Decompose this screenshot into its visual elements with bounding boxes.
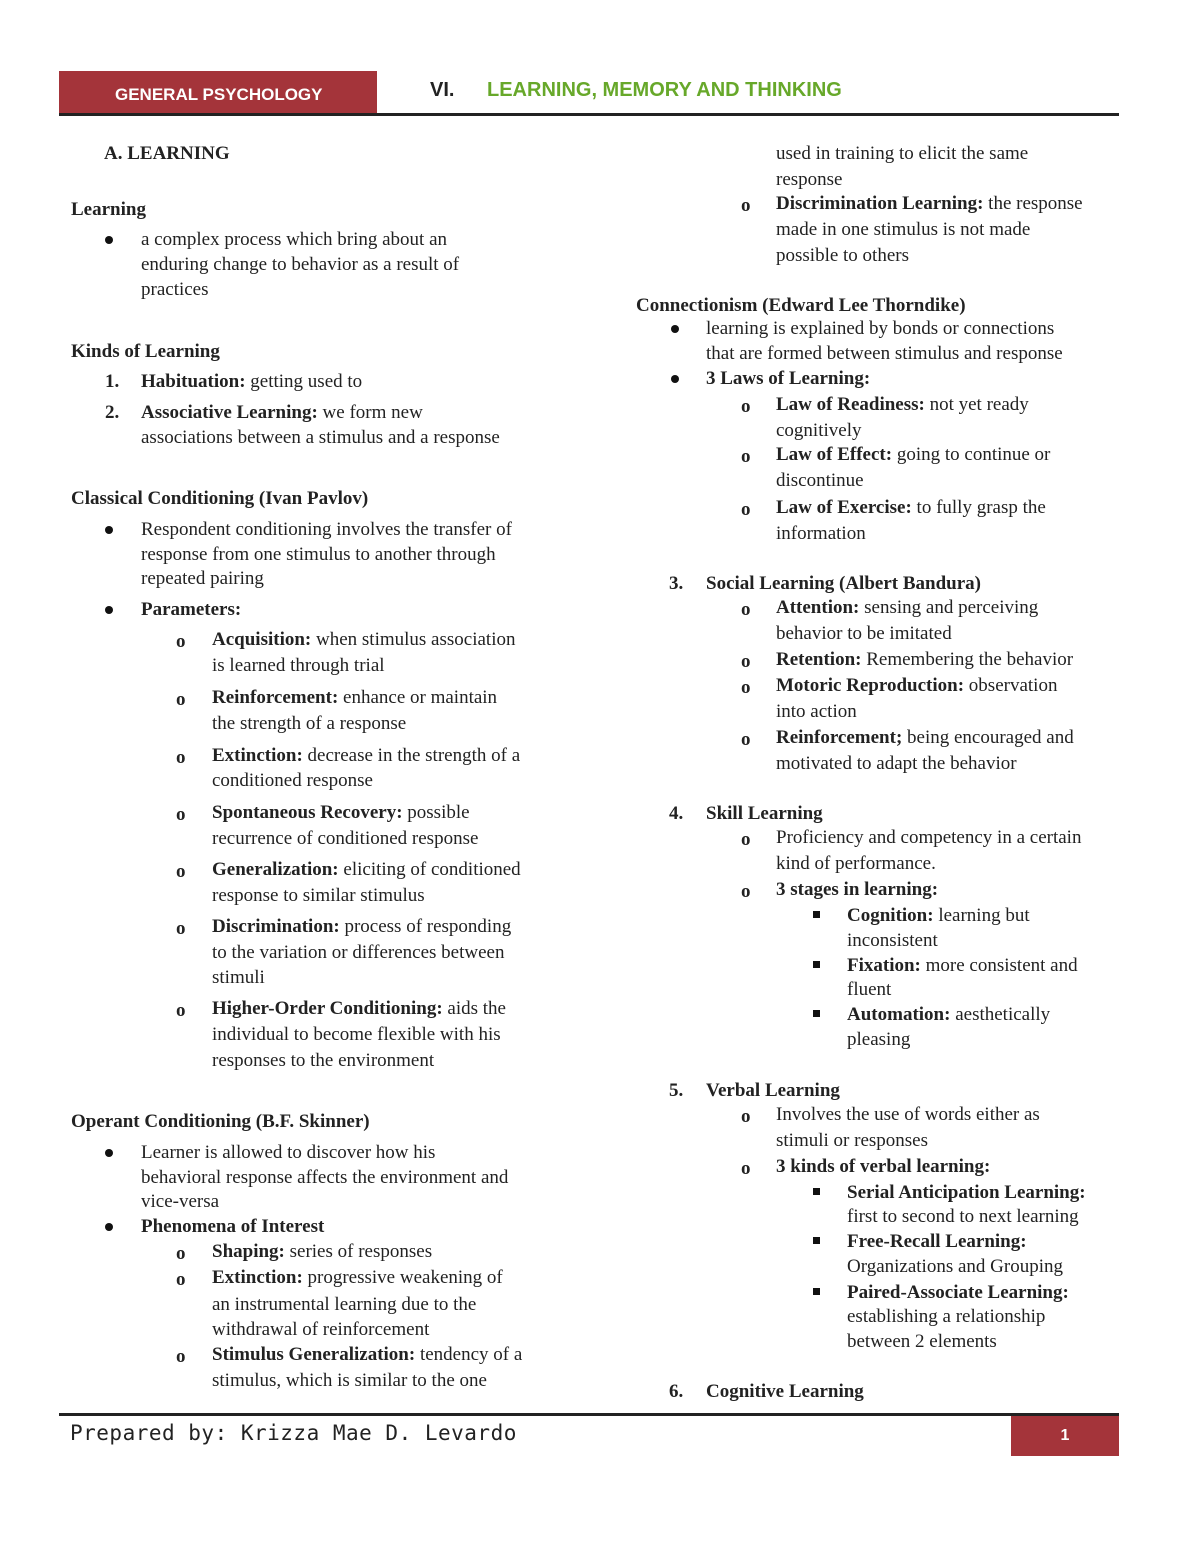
circle-bullet-icon: o: [176, 631, 186, 652]
bullet-icon: [105, 606, 113, 614]
verbal-kinds-label: 3 kinds of verbal learning:: [776, 1156, 991, 1177]
circle-bullet-icon: o: [741, 651, 751, 672]
connectionism-heading: Connectionism (Edward Lee Thorndike): [636, 295, 966, 316]
law-item: Law of Readiness: not yet ready: [776, 394, 1029, 415]
section-title-text: LEARNING, MEMORY AND THINKING: [487, 79, 842, 101]
param-item-cont: is learned through trial: [212, 655, 385, 676]
param-item-cont: response to similar stimulus: [212, 885, 425, 906]
stage-item-cont: inconsistent: [847, 930, 938, 951]
circle-bullet-icon: o: [741, 1106, 751, 1127]
connectionism-def-line: learning is explained by bonds or connections: [706, 318, 1055, 339]
phenomena-item: Extinction: progressive weakening of: [212, 1267, 503, 1288]
param-item-cont: individual to become flexible with his: [212, 1024, 501, 1045]
param-item-cont: to the variation or differences between: [212, 942, 505, 963]
verbal-kind-term: Free-Recall Learning:: [847, 1231, 1027, 1252]
learning-def-line: practices: [141, 279, 209, 300]
law-item: Law of Exercise: to fully grasp the: [776, 497, 1046, 518]
circle-bullet-icon: o: [741, 1158, 751, 1179]
parameters-label: Parameters:: [141, 599, 242, 620]
operant-def-line: vice-versa: [141, 1191, 220, 1212]
param-item: Acquisition: when stimulus association: [212, 629, 516, 650]
phenomena-item: Stimulus Generalization: tendency of a: [212, 1344, 523, 1365]
verbal-def-line: Involves the use of words either as: [776, 1104, 1040, 1125]
circle-bullet-icon: o: [176, 918, 186, 939]
circle-bullet-icon: o: [176, 861, 186, 882]
law-item-cont: discontinue: [776, 470, 864, 491]
circle-bullet-icon: o: [741, 396, 751, 417]
law-item-cont: cognitively: [776, 420, 862, 441]
param-item-cont: responses to the environment: [212, 1050, 435, 1071]
stage-item: Automation: aesthetically: [847, 1004, 1051, 1025]
footer-rule: [59, 1413, 1119, 1416]
verbal-kind-desc: establishing a relationship: [847, 1306, 1046, 1327]
classical-def-line: Respondent conditioning involves the transfer of: [141, 519, 512, 540]
list-number: 4.: [669, 803, 684, 824]
bullet-icon: [105, 1223, 113, 1231]
circle-bullet-icon: o: [741, 829, 751, 850]
list-item-cont: associations between a stimulus and a response: [141, 427, 500, 448]
classical-def-line: response from one stimulus to another through: [141, 544, 496, 565]
skill-def-line: Proficiency and competency in a certain: [776, 827, 1082, 848]
circle-bullet-icon: o: [176, 1269, 186, 1290]
operant-heading: Operant Conditioning (B.F. Skinner): [71, 1111, 370, 1132]
square-bullet-icon: [813, 1188, 820, 1195]
social-item: Attention: sensing and perceiving: [776, 597, 1039, 618]
social-item-cont: behavior to be imitated: [776, 623, 952, 644]
bullet-icon: [105, 526, 113, 534]
continued-line: response: [776, 169, 843, 190]
operant-def-line: Learner is allowed to discover how his: [141, 1142, 436, 1163]
cognitive-heading: Cognitive Learning: [706, 1381, 864, 1402]
learning-def-line: enduring change to behavior as a result of: [141, 254, 460, 275]
circle-bullet-icon: o: [741, 729, 751, 750]
law-item: Law of Effect: going to continue or: [776, 444, 1051, 465]
verbal-kind-desc: Organizations and Grouping: [847, 1256, 1063, 1277]
param-item: Discrimination: process of responding: [212, 916, 512, 937]
phenomena-item-cont: an instrumental learning due to the: [212, 1294, 477, 1315]
prepared-by: Prepared by: Krizza Mae D. Levardo: [70, 1421, 517, 1445]
param-item-cont: conditioned response: [212, 770, 373, 791]
param-item-cont: recurrence of conditioned response: [212, 828, 479, 849]
social-item: Motoric Reproduction: observation: [776, 675, 1058, 696]
discrimination-item-cont: possible to others: [776, 245, 909, 266]
phenomena-label: Phenomena of Interest: [141, 1216, 325, 1237]
param-item-cont: the strength of a response: [212, 713, 407, 734]
social-item: Retention: Remembering the behavior: [776, 649, 1074, 670]
circle-bullet-icon: o: [176, 1243, 186, 1264]
list-number: 6.: [669, 1381, 684, 1402]
page-number: 1: [1011, 1416, 1119, 1456]
stage-item-cont: fluent: [847, 979, 892, 1000]
bullet-icon: [105, 1149, 113, 1157]
list-number: 5.: [669, 1080, 684, 1101]
header-badge: GENERAL PSYCHOLOGY: [59, 71, 377, 116]
stage-item-cont: pleasing: [847, 1029, 911, 1050]
circle-bullet-icon: o: [741, 881, 751, 902]
square-bullet-icon: [813, 1237, 820, 1244]
learning-def-line: a complex process which bring about an: [141, 229, 448, 250]
continued-line: used in training to elicit the same: [776, 143, 1029, 164]
circle-bullet-icon: o: [741, 499, 751, 520]
connectionism-def-line: that are formed between stimulus and response: [706, 343, 1063, 364]
list-number: 1.: [105, 371, 120, 392]
bullet-icon: [671, 375, 679, 383]
stages-label: 3 stages in learning:: [776, 879, 939, 900]
param-item: Generalization: eliciting of conditioned: [212, 859, 521, 880]
verbal-kind-term: Paired-Associate Learning:: [847, 1282, 1069, 1303]
section-title: [430, 79, 842, 102]
skill-def-line: kind of performance.: [776, 853, 936, 874]
header-rule: [59, 113, 1119, 116]
square-bullet-icon: [813, 1288, 820, 1295]
learning-heading: Learning: [71, 199, 146, 220]
phenomena-item-cont: stimulus, which is similar to the one: [212, 1370, 487, 1391]
circle-bullet-icon: o: [741, 195, 751, 216]
list-item: Associative Learning: we form new: [141, 402, 423, 423]
classical-def-line: repeated pairing: [141, 568, 264, 589]
phenomena-item-cont: withdrawal of reinforcement: [212, 1319, 430, 1340]
skill-heading: Skill Learning: [706, 803, 823, 824]
operant-def-line: behavioral response affects the environment and: [141, 1167, 509, 1188]
verbal-kind-term: Serial Anticipation Learning:: [847, 1182, 1086, 1203]
circle-bullet-icon: o: [741, 677, 751, 698]
kinds-heading: Kinds of Learning: [71, 341, 220, 362]
discrimination-item: Discrimination Learning: the response: [776, 193, 1083, 214]
circle-bullet-icon: o: [741, 446, 751, 467]
social-heading: Social Learning (Albert Bandura): [706, 573, 981, 594]
param-item: Extinction: decrease in the strength of a: [212, 745, 521, 766]
list-number: 3.: [669, 573, 684, 594]
list-number: 2.: [105, 402, 120, 423]
classical-heading: Classical Conditioning (Ivan Pavlov): [71, 488, 369, 509]
bullet-icon: [105, 236, 113, 244]
square-bullet-icon: [813, 911, 820, 918]
param-item: Reinforcement: enhance or maintain: [212, 687, 498, 708]
stage-item: Cognition: learning but: [847, 905, 1030, 926]
section-number: VI.: [430, 79, 455, 101]
verbal-kind-desc: between 2 elements: [847, 1331, 997, 1352]
square-bullet-icon: [813, 961, 820, 968]
circle-bullet-icon: o: [176, 804, 186, 825]
phenomena-item: Shaping: series of responses: [212, 1241, 433, 1262]
list-item: Habituation: getting used to: [141, 371, 363, 392]
circle-bullet-icon: o: [176, 1000, 186, 1021]
param-item: Higher-Order Conditioning: aids the: [212, 998, 506, 1019]
bullet-icon: [671, 325, 679, 333]
square-bullet-icon: [813, 1010, 820, 1017]
discrimination-item-cont: made in one stimulus is not made: [776, 219, 1031, 240]
stage-item: Fixation: more consistent and: [847, 955, 1078, 976]
verbal-heading: Verbal Learning: [706, 1080, 840, 1101]
social-item-cont: motivated to adapt the behavior: [776, 753, 1017, 774]
section-a-heading: A. LEARNING: [104, 143, 230, 164]
param-item: Spontaneous Recovery: possible: [212, 802, 470, 823]
law-item-cont: information: [776, 523, 866, 544]
verbal-def-line: stimuli or responses: [776, 1130, 928, 1151]
param-item-cont: stimuli: [212, 967, 265, 988]
social-item: Reinforcement; being encouraged and: [776, 727, 1074, 748]
circle-bullet-icon: o: [176, 747, 186, 768]
circle-bullet-icon: o: [176, 1346, 186, 1367]
circle-bullet-icon: o: [176, 689, 186, 710]
verbal-kind-desc: first to second to next learning: [847, 1206, 1079, 1227]
social-item-cont: into action: [776, 701, 857, 722]
circle-bullet-icon: o: [741, 599, 751, 620]
laws-label: 3 Laws of Learning:: [706, 368, 871, 389]
